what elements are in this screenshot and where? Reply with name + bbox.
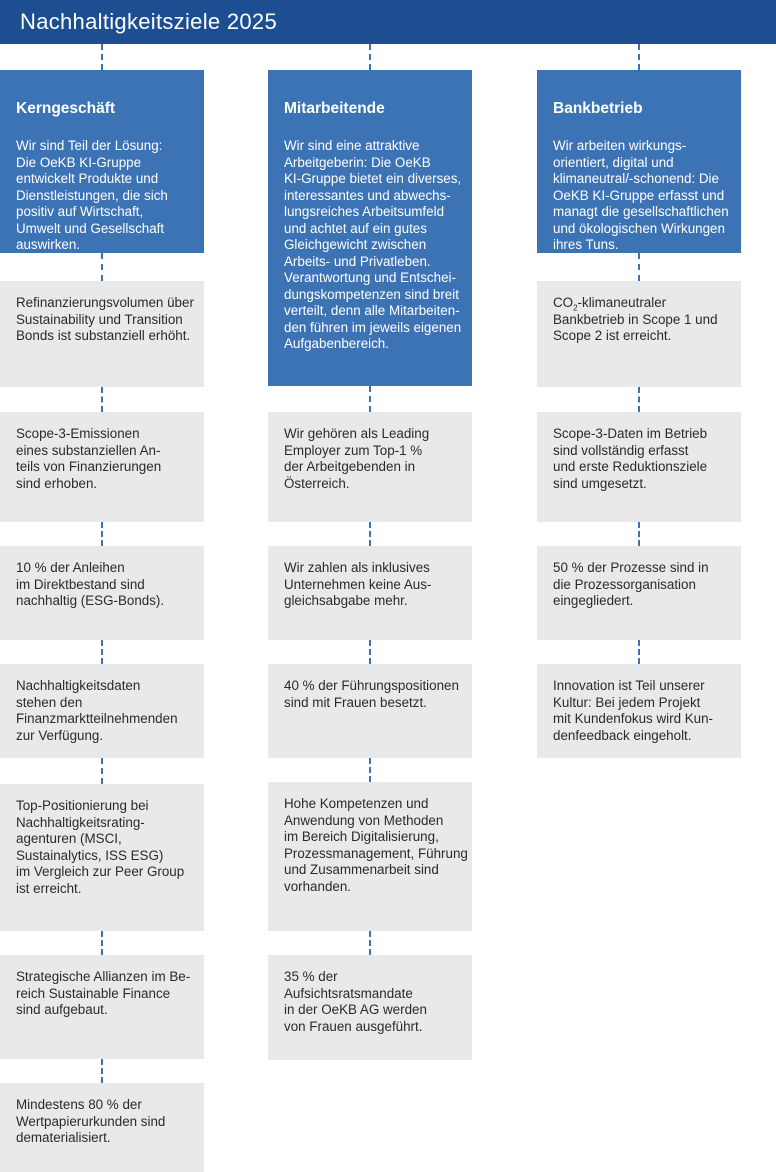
- connector-line: [101, 387, 103, 412]
- connector-line: [101, 931, 103, 955]
- goal-box: Wir zahlen als inklusives Unternehmen keine Aus- gleichsabgabe mehr.: [268, 546, 472, 640]
- connector-line: [638, 253, 640, 281]
- goal-box: 50 % der Prozesse sind in die Prozessorganisation eingegliedert.: [537, 546, 741, 640]
- connector-line: [369, 522, 371, 546]
- goal-text-pre: CO: [553, 295, 574, 310]
- connector-line: [101, 640, 103, 664]
- connector-line: [101, 758, 103, 784]
- goal-box: 10 % der Anleihen im Direktbestand sind nachhaltig (ESG-Bonds).: [0, 546, 204, 640]
- connector-line: [101, 253, 103, 281]
- goal-box: 40 % der Führungspositionen sind mit Frauen besetzt.: [268, 664, 472, 758]
- column-title: Kerngeschäft: [16, 99, 116, 117]
- intro-box-mitarbeitende: [268, 70, 472, 386]
- connector-line: [638, 44, 640, 70]
- connector-line: [369, 931, 371, 955]
- intro-box-kerngeschaeft: [0, 70, 204, 253]
- connector-line: [369, 640, 371, 664]
- intro-text: Wir sind Teil der Lösung: Die OeKB KI-Gruppe entwickelt Produkte und Dienstleistungen, die sich positiv auf Wirtschaft, Umwelt und Gesellschaft auswirken.: [16, 138, 168, 252]
- connector-line: [101, 44, 103, 70]
- connector-line: [638, 387, 640, 412]
- column-title: Mitarbeitende: [284, 99, 385, 117]
- connector-line: [369, 758, 371, 782]
- intro-box-bankbetrieb: [537, 70, 741, 253]
- goal-box: Nachhaltigkeitsdaten stehen den Finanzmarktteilnehmenden zur Verfügung.: [0, 664, 204, 758]
- goal-text-subscript: 2: [573, 303, 578, 313]
- goal-box: Scope-3-Emissionen eines substanziellen An- teils von Finanzierungen sind erhoben.: [0, 412, 204, 522]
- connector-line: [101, 1059, 103, 1083]
- goal-box: Top-Positionierung bei Nachhaltigkeitsrating- agenturen (MSCI, Sustainalytics, ISS ESG) im Vergleich zur Peer Group ist erreicht.: [0, 784, 204, 931]
- connector-line: [369, 386, 371, 412]
- connector-line: [638, 522, 640, 546]
- connector-line: [101, 522, 103, 546]
- goal-box: [537, 281, 741, 387]
- intro-text: Wir sind eine attraktive Arbeitgeberin: Die OeKB KI-Gruppe bietet ein diverses, interessantes und abwechs- lungsreiches Arbeitsumfeld und achtet auf ein gutes Gleichgewicht zwischen Arbeits- und Privatleben. Verantwortung und Entschei- dungskompetenzen sind breit verteilt, denn alle Mitarbeiten- den führen im jeweils eigenen Aufgabenbereich.: [284, 138, 462, 351]
- column-title: Bankbetrieb: [553, 99, 643, 117]
- goal-box: Wir gehören als Leading Employer zum Top-1 % der Arbeitgebenden in Österreich.: [268, 412, 472, 522]
- goal-box: Innovation ist Teil unserer Kultur: Bei jedem Projekt mit Kundenfokus wird Kun- denfeedback eingeholt.: [537, 664, 741, 758]
- goal-box: Mindestens 80 % der Wertpapierurkunden sind dematerialisiert.: [0, 1083, 204, 1172]
- connector-line: [638, 640, 640, 664]
- intro-text: Wir arbeiten wirkungs- orientiert, digital und klimaneutral/-schonend: Die OeKB KI-Gruppe erfasst und managt die gesellschaftlichen und ökologischen Wirkungen ihres Tuns.: [553, 138, 729, 252]
- page-title: Nachhaltigkeitsziele 2025: [0, 0, 776, 44]
- goal-text-post: -klimaneutraler Bankbetrieb in Scope 1 und Scope 2 ist erreicht.: [553, 295, 718, 343]
- goal-box: Strategische Allianzen im Be- reich Sustainable Finance sind aufgebaut.: [0, 955, 204, 1059]
- goal-box: Scope-3-Daten im Betrieb sind vollständig erfasst und erste Reduktionsziele sind umgesetzt.: [537, 412, 741, 522]
- goal-box: 35 % der Aufsichtsratsmandate in der OeKB AG werden von Frauen ausgeführt.: [268, 955, 472, 1060]
- connector-line: [369, 44, 371, 70]
- goal-box: Hohe Kompetenzen und Anwendung von Methoden im Bereich Digitalisierung, Prozessmanagement, Führung und Zusammenarbeit sind vorhanden.: [268, 782, 472, 931]
- goal-box: Refinanzierungsvolumen über Sustainability und Transition Bonds ist substanziell erhöht.: [0, 281, 204, 387]
